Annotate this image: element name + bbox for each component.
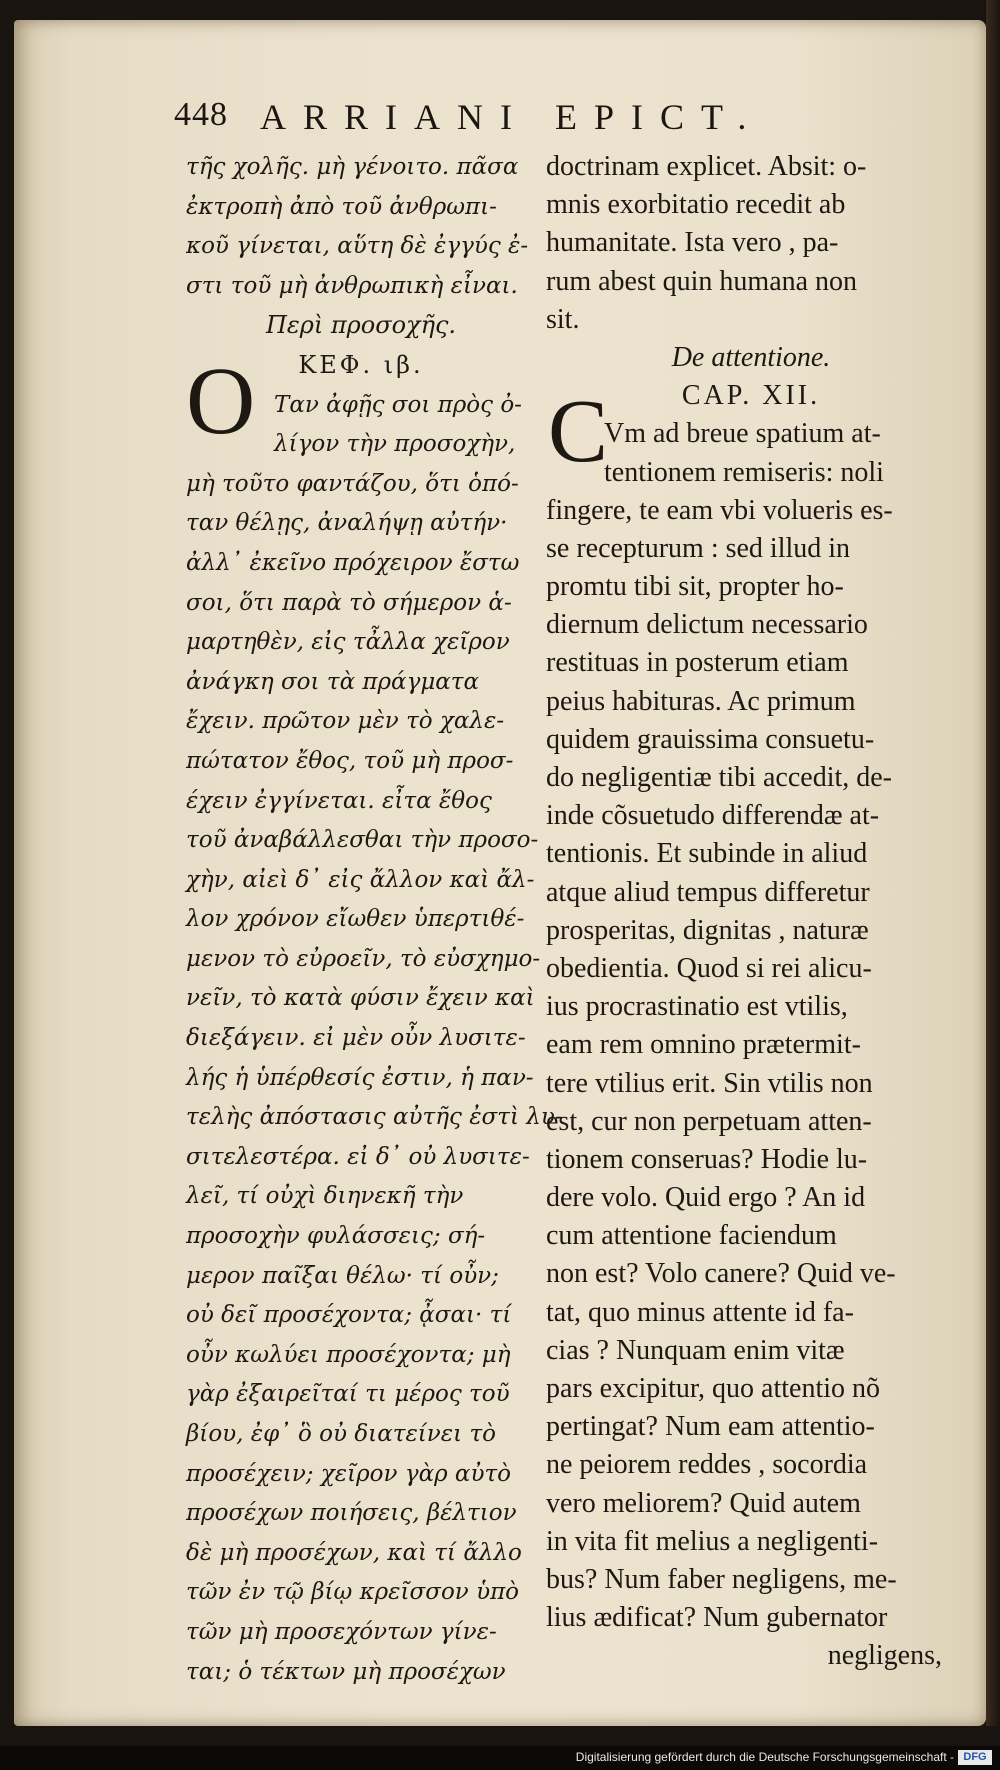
- text-line: ἐκτροπὴ ἀπὸ τοῦ ἀνθρωπι-: [186, 193, 497, 220]
- drop-cap-latin: C: [548, 382, 609, 481]
- text-line: έχειν ἐγγίνεται. εἶτα ἔθος: [186, 787, 492, 814]
- text-line: λον χρόνον εἴωθεν ὑπερτιθέ-: [186, 906, 525, 933]
- text-line: inde cõsuetudo differendæ at-: [546, 800, 880, 832]
- text-line: βίου, ἐφ᾽ ὃ οὐ διατείνει τὸ: [186, 1421, 497, 1447]
- text-line: προσοχὴν φυλάσσεις; σή-: [186, 1223, 486, 1250]
- text-line: peius habituras. Ac primum: [546, 685, 856, 717]
- chapter-number: ΚΕΦ. ιβ.: [298, 350, 424, 379]
- text-line: doctrinam explicet. Absit: o-: [546, 151, 867, 182]
- text-line: fingere, te eam vbi volueris es-: [546, 494, 893, 526]
- section-heading: Περὶ προσοχῆς.: [265, 311, 457, 340]
- chapter-number: CAP. XII.: [681, 380, 821, 412]
- text-line: ἀλλ᾽ ἐκεῖνο πρόχειρον ἔστω: [186, 549, 520, 576]
- text-line: χὴν, αἰεὶ δ᾽ εἰς ἄλλον καὶ ἄλ-: [186, 866, 535, 893]
- page-number: 448: [174, 96, 228, 133]
- text-line: ne peiorem reddes , socordia: [546, 1449, 868, 1481]
- text-line: lius ædificat? Num gubernator: [546, 1602, 888, 1634]
- text-line: rum abest quin humana non: [546, 265, 858, 297]
- text-line: promtu tibi sit, propter ho-: [546, 571, 844, 603]
- text-line: eam rem omnino prætermit-: [546, 1029, 861, 1061]
- catchword: negligens,: [827, 1640, 942, 1672]
- text-line: μερον παῖξαι θέλω· τί οὖν;: [186, 1262, 499, 1289]
- dfg-logo: DFG: [958, 1750, 992, 1765]
- drop-cap-greek: Ο: [186, 347, 256, 454]
- text-line: μὴ τοῦτο φαντάζου, ὅτι ὁπό-: [186, 470, 519, 497]
- text-line: humanitate. Ista vero , pa-: [546, 227, 839, 259]
- text-line: cum attentione faciendum: [546, 1220, 837, 1252]
- text-line: atque aliud tempus differetur: [546, 876, 870, 908]
- text-line: λής ἡ ὑπέρθεσίς ἐστιν, ἡ παν-: [186, 1064, 534, 1091]
- text-line: κοῦ γίνεται, αὕτη δὲ ἐγγύς ἐ-: [186, 233, 529, 260]
- text-line: τῆς χολῆς. μὴ γένοιτο. πᾶσα: [186, 154, 519, 180]
- text-line: οὖν κωλύει προσέχοντα; μὴ: [186, 1341, 511, 1368]
- text-line: τελὴς ἀπόστασις αὐτῆς ἐστὶ λυ-: [186, 1104, 563, 1131]
- running-title: ARRIANI EPICT.: [260, 97, 764, 137]
- text-line: restituas in posterum etiam: [546, 647, 849, 679]
- funding-notice: Digitalisierung gefördert durch die Deutsche Forschungsgemeinschaft -: [575, 1750, 954, 1764]
- page-header: [174, 96, 874, 146]
- text-line: sit.: [546, 303, 580, 335]
- text-line: λεῖ, τί οὐχὶ διηνεκῆ τὴν: [186, 1183, 464, 1210]
- text-line: bus? Num faber negligens, me-: [546, 1563, 897, 1595]
- page-edge: [986, 0, 1000, 1726]
- text-line: pertingat? Num eam attentio-: [546, 1411, 875, 1443]
- text-line: dere volo. Quid ergo ? An id: [546, 1182, 866, 1214]
- text-line: mnis exorbitatio recedit ab: [546, 189, 846, 221]
- text-line: Ταν ἀφῇς σοι πρὸς ὀ-: [274, 391, 522, 418]
- text-line: στι τοῦ μὴ ἀνθρωπικὴ εἶναι.: [186, 272, 518, 299]
- latin-column: [546, 148, 956, 1676]
- digitization-footer: [0, 1746, 1000, 1770]
- text-line: diernum delictum necessario: [546, 609, 868, 641]
- text-line: obedientia. Quod si rei alicu-: [546, 952, 872, 984]
- section-heading: De attentione.: [671, 341, 831, 373]
- text-line: νεῖν, τὸ κατὰ φύσιν ἔχειν καὶ: [186, 985, 535, 1012]
- text-line: τῶν ἐν τῷ βίῳ κρεῖσσον ὑπὸ: [186, 1579, 520, 1606]
- text-line: ταν θέλῃς, ἀναλήψῃ αὐτήν·: [186, 510, 508, 537]
- text-line: tentionem remiseris: noli: [604, 456, 884, 488]
- text-line: quidem grauissima consuetu-: [546, 723, 875, 755]
- text-line: tat, quo minus attente id fa-: [546, 1296, 854, 1328]
- text-line: δὲ μὴ προσέχων, καὶ τί ἄλλο: [186, 1539, 522, 1566]
- text-line: διεξάγειν. εἰ μὲν οὖν λυσιτε-: [186, 1025, 526, 1052]
- text-line: τοῦ ἀναβάλλεσθαι τὴν προσο-: [186, 827, 539, 854]
- text-line: Vm ad breue spatium at-: [604, 418, 881, 450]
- text-line: tere vtilius erit. Sin vtilis non: [546, 1067, 873, 1099]
- text-line: προσέχων ποιήσεις, βέλτιον: [186, 1500, 517, 1527]
- text-line: μαρτηθὲν, εἰς τἆλλα χεῖρον: [186, 629, 510, 656]
- text-line: προσέχειν; χεῖρον γὰρ αὐτὸ: [186, 1460, 512, 1487]
- text-line: est, cur non perpetuam atten-: [546, 1105, 872, 1137]
- text-line: λίγον τὴν προσοχὴν,: [274, 431, 516, 458]
- text-line: τῶν μὴ προσεχόντων γίνε-: [186, 1618, 497, 1645]
- text-line: non est? Volo canere? Quid ve-: [546, 1258, 896, 1290]
- text-line: tionem conseruas? Hodie lu-: [546, 1143, 868, 1175]
- text-line: πώτατον ἔθος, τοῦ μὴ προσ-: [186, 747, 514, 774]
- text-line: prosperitas, dignitas , naturæ: [546, 914, 869, 946]
- text-line: se recepturum : sed illud in: [546, 532, 851, 564]
- text-line: tentionis. Et subinde in aliud: [546, 838, 868, 870]
- text-line: οὐ δεῖ προσέχοντα; ᾆσαι· τί: [186, 1302, 512, 1329]
- text-line: γὰρ ἐξαιρεῖταί τι μέρος τοῦ: [186, 1381, 510, 1408]
- text-line: vero meliorem? Quid autem: [546, 1487, 861, 1519]
- text-line: in vita fit melius a negligenti-: [546, 1525, 879, 1557]
- text-line: cias ? Nunquam enim vitæ: [546, 1334, 845, 1366]
- text-line: ται; ὁ τέκτων μὴ προσέχων: [186, 1658, 506, 1685]
- text-line: pars excipitur, quo attentio nõ: [546, 1373, 881, 1404]
- text-line: σοι, ὅτι παρὰ τὸ σήμερον ἁ-: [186, 589, 512, 616]
- text-line: ἔχειν. πρῶτον μὲν τὸ χαλε-: [186, 708, 505, 735]
- text-line: ἀνάγκη σοι τὰ πράγματα: [186, 668, 480, 695]
- text-line: do negligentiæ tibi accedit, de-: [546, 762, 893, 793]
- text-line: σιτελεστέρα. εἰ δ᾽ οὐ λυσιτε-: [186, 1143, 530, 1170]
- text-line: ius procrastinatio est vtilis,: [546, 991, 848, 1023]
- text-line: μενον τὸ εὐροεῖν, τὸ εὐσχημο-: [186, 945, 541, 972]
